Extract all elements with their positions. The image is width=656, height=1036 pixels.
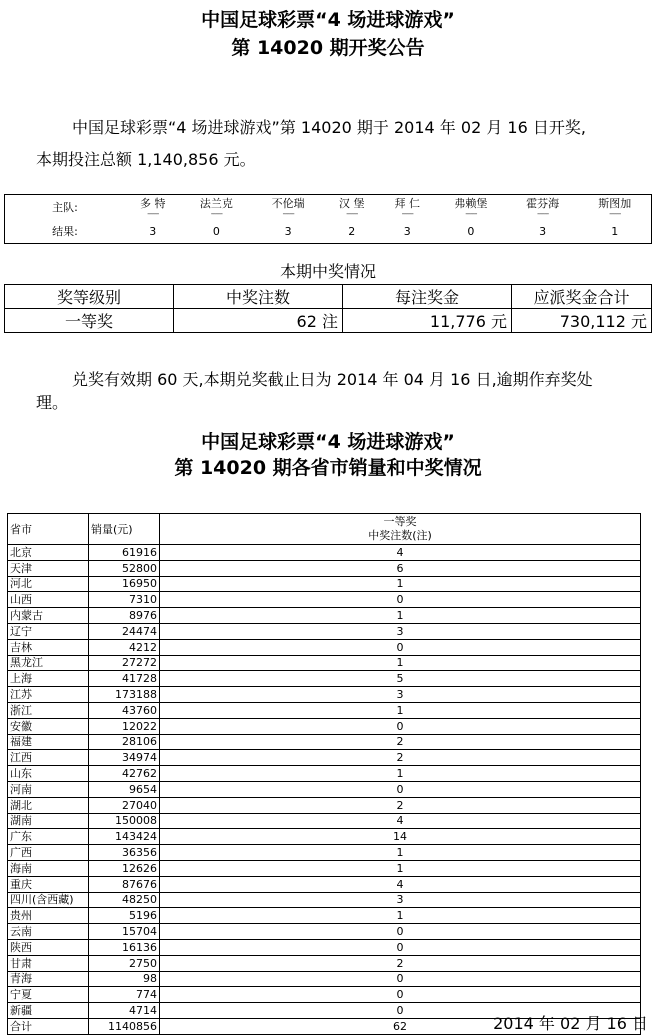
province-sales: 8976 (89, 608, 160, 624)
province-prize-count: 4 (160, 876, 641, 892)
province-name: 北京 (8, 545, 89, 561)
team-divider: ----- (210, 209, 222, 219)
province-prize-count: 0 (160, 924, 641, 940)
province-row (8, 671, 641, 687)
match-team-cell (252, 195, 324, 220)
team-name: 不伦瑞 (271, 197, 305, 210)
team-divider: ----- (147, 209, 159, 219)
province-name: 浙江 (8, 702, 89, 718)
prize-level: 一等奖 (5, 309, 174, 333)
province-sales: 98 (89, 971, 160, 987)
province-name: 江苏 (8, 687, 89, 703)
province-row (8, 876, 641, 892)
province-sales: 61916 (89, 545, 160, 561)
team-name: 拜 仁 (394, 197, 420, 210)
province-prize-count: 1 (160, 655, 641, 671)
match-result: 0 (212, 224, 220, 238)
province-sales: 4714 (89, 1003, 160, 1019)
sales-subtitle: 第 14020 期各省市销量和中奖情况 (174, 457, 482, 479)
team-divider: ----- (537, 209, 549, 219)
team-divider: ----- (609, 209, 621, 219)
province-row (8, 608, 641, 624)
province-row (8, 623, 641, 639)
province-sales: 52800 (89, 560, 160, 576)
match-result: 3 (403, 224, 411, 238)
province-sales: 1140856 (89, 1018, 160, 1034)
province-row (8, 687, 641, 703)
province-sales: 4212 (89, 639, 160, 655)
province-name: 黑龙江 (8, 655, 89, 671)
province-row (8, 639, 641, 655)
prize-caption: 本期中奖情况 (279, 262, 376, 281)
province-sales: 16136 (89, 939, 160, 955)
province-name: 吉林 (8, 639, 89, 655)
province-name: 广东 (8, 829, 89, 845)
home-team-label: 主队: (52, 201, 78, 214)
province-row (8, 702, 641, 718)
province-prize-count: 0 (160, 987, 641, 1003)
match-team-cell (180, 195, 252, 220)
team-name: 弗赖堡 (454, 197, 488, 210)
notice-line-2: 理。 (36, 393, 69, 412)
province-sales: 12626 (89, 860, 160, 876)
team-name: 法兰克 (199, 197, 233, 210)
province-row (8, 892, 641, 908)
province-sales: 27040 (89, 797, 160, 813)
province-name: 合计 (8, 1018, 89, 1034)
province-name: 山东 (8, 766, 89, 782)
team-divider: ----- (465, 209, 477, 219)
province-sales: 774 (89, 987, 160, 1003)
province-name: 内蒙古 (8, 608, 89, 624)
match-teams-row (5, 195, 652, 220)
province-row (8, 718, 641, 734)
province-name: 海南 (8, 860, 89, 876)
province-prize-count: 5 (160, 671, 641, 687)
province-sales: 143424 (89, 829, 160, 845)
prize-col-header (160, 514, 641, 545)
match-result: 1 (611, 224, 619, 238)
prize-header-row (5, 285, 652, 309)
team-divider: ----- (401, 209, 413, 219)
province-prize-count: 4 (160, 545, 641, 561)
province-row (8, 781, 641, 797)
match-team-cell (125, 195, 180, 220)
result-label: 结果: (52, 225, 78, 238)
province-sales: 43760 (89, 702, 160, 718)
province-row (8, 545, 641, 561)
province-row (8, 797, 641, 813)
province-prize-count: 2 (160, 734, 641, 750)
province-name: 甘肃 (8, 955, 89, 971)
province-name: 山西 (8, 592, 89, 608)
province-name: 上海 (8, 671, 89, 687)
province-name: 云南 (8, 924, 89, 940)
province-row (8, 845, 641, 861)
province-sales: 15704 (89, 924, 160, 940)
match-result: 3 (539, 224, 547, 238)
province-name: 河北 (8, 576, 89, 592)
province-row (8, 766, 641, 782)
province-sales: 87676 (89, 876, 160, 892)
province-prize-count: 62 (160, 1018, 641, 1034)
province-row (8, 592, 641, 608)
province-sales: 2750 (89, 955, 160, 971)
province-prize-count: 1 (160, 845, 641, 861)
prize-col-header-line2: 中奖注数(注) (368, 529, 432, 542)
match-team-cell (435, 195, 507, 220)
intro-line-1: 中国足球彩票“4 场进球游戏”第 14020 期于 2014 年 02 月 16 日开奖, (72, 118, 586, 137)
province-prize-count: 3 (160, 687, 641, 703)
province-sales: 41728 (89, 671, 160, 687)
team-name: 汉 堡 (339, 197, 365, 210)
announcement-title: 中国足球彩票“4 场进球游戏” (201, 9, 455, 31)
province-prize-count: 3 (160, 892, 641, 908)
province-table (7, 513, 641, 1035)
province-row (8, 971, 641, 987)
match-table (4, 194, 652, 244)
match-team-cell (507, 195, 579, 220)
province-prize-count: 2 (160, 797, 641, 813)
province-row (8, 939, 641, 955)
province-prize-count: 2 (160, 750, 641, 766)
province-name: 湖北 (8, 797, 89, 813)
province-prize-count: 1 (160, 908, 641, 924)
prize-count: 62 注 (174, 309, 343, 333)
prize-total: 730,112 元 (512, 309, 652, 333)
match-team-cell (579, 195, 652, 220)
province-row (8, 829, 641, 845)
province-name: 重庆 (8, 876, 89, 892)
province-sales: 36356 (89, 845, 160, 861)
province-name: 广西 (8, 845, 89, 861)
province-name: 江西 (8, 750, 89, 766)
province-name: 四川(含西藏) (8, 892, 89, 908)
province-row (8, 655, 641, 671)
intro-line-2: 本期投注总额 1,140,856 元。 (36, 150, 256, 169)
province-prize-count: 3 (160, 623, 641, 639)
province-sales: 150008 (89, 813, 160, 829)
province-row (8, 734, 641, 750)
prize-header-level: 奖等级别 (5, 285, 174, 309)
province-sales: 24474 (89, 623, 160, 639)
province-name: 青海 (8, 971, 89, 987)
team-name: 多 特 (139, 197, 166, 210)
province-name: 陕西 (8, 939, 89, 955)
province-sales: 48250 (89, 892, 160, 908)
province-row (8, 576, 641, 592)
sales-col-header: 销量(元) (89, 514, 160, 545)
province-prize-count: 14 (160, 829, 641, 845)
province-sales: 7310 (89, 592, 160, 608)
team-divider: ----- (282, 209, 294, 219)
province-name: 河南 (8, 781, 89, 797)
province-sales: 42762 (89, 766, 160, 782)
match-result: 0 (467, 224, 475, 238)
province-prize-count: 1 (160, 576, 641, 592)
province-prize-count: 1 (160, 766, 641, 782)
province-sales: 5196 (89, 908, 160, 924)
prize-col-header-line1: 一等奖 (383, 515, 417, 528)
match-team-cell (380, 195, 435, 220)
province-name: 宁夏 (8, 987, 89, 1003)
province-name: 湖南 (8, 813, 89, 829)
province-prize-count: 1 (160, 860, 641, 876)
province-sales: 27272 (89, 655, 160, 671)
province-row (8, 813, 641, 829)
province-name: 天津 (8, 560, 89, 576)
province-sales: 12022 (89, 718, 160, 734)
province-prize-count: 4 (160, 813, 641, 829)
province-prize-count: 1 (160, 608, 641, 624)
province-row (8, 924, 641, 940)
province-sales: 16950 (89, 576, 160, 592)
province-prize-count: 0 (160, 971, 641, 987)
province-header-row (8, 514, 641, 545)
prize-header-total: 应派奖金合计 (512, 285, 652, 309)
province-row (8, 750, 641, 766)
province-sales: 28106 (89, 734, 160, 750)
prize-header-amount: 每注奖金 (343, 285, 512, 309)
province-prize-count: 2 (160, 955, 641, 971)
province-prize-count: 6 (160, 560, 641, 576)
province-prize-count: 0 (160, 781, 641, 797)
match-results-row (5, 219, 652, 244)
province-prize-count: 0 (160, 718, 641, 734)
province-table-body (8, 545, 641, 1035)
province-prize-count: 0 (160, 639, 641, 655)
team-name: 斯图加 (598, 197, 632, 210)
province-prize-count: 0 (160, 1003, 641, 1019)
match-result: 3 (149, 224, 157, 238)
province-row (8, 987, 641, 1003)
announcement-subtitle: 第 14020 期开奖公告 (231, 37, 425, 59)
province-name: 贵州 (8, 908, 89, 924)
province-sales: 9654 (89, 781, 160, 797)
prize-row (5, 309, 652, 333)
match-result: 2 (348, 224, 356, 238)
province-prize-count: 1 (160, 702, 641, 718)
province-name: 安徽 (8, 718, 89, 734)
province-col-header: 省市 (8, 514, 89, 545)
prize-table (4, 284, 652, 333)
province-prize-count: 0 (160, 939, 641, 955)
sales-title: 中国足球彩票“4 场进球游戏” (201, 431, 455, 453)
prize-amount: 11,776 元 (343, 309, 512, 333)
match-result: 3 (284, 224, 292, 238)
match-team-cell (324, 195, 379, 220)
publish-date: 2014 年 02 月 16 日 (493, 1014, 648, 1033)
province-row (8, 860, 641, 876)
team-name: 霍芬海 (526, 197, 560, 210)
province-name: 辽宁 (8, 623, 89, 639)
province-prize-count: 0 (160, 592, 641, 608)
prize-header-count: 中奖注数 (174, 285, 343, 309)
province-sales: 173188 (89, 687, 160, 703)
province-row (8, 560, 641, 576)
province-row (8, 955, 641, 971)
notice-line-1: 兑奖有效期 60 天,本期兑奖截止日为 2014 年 04 月 16 日,逾期作弃奖处 (72, 370, 593, 389)
province-sales: 34974 (89, 750, 160, 766)
province-name: 福建 (8, 734, 89, 750)
province-row (8, 908, 641, 924)
province-name: 新疆 (8, 1003, 89, 1019)
team-divider: ----- (346, 209, 358, 219)
